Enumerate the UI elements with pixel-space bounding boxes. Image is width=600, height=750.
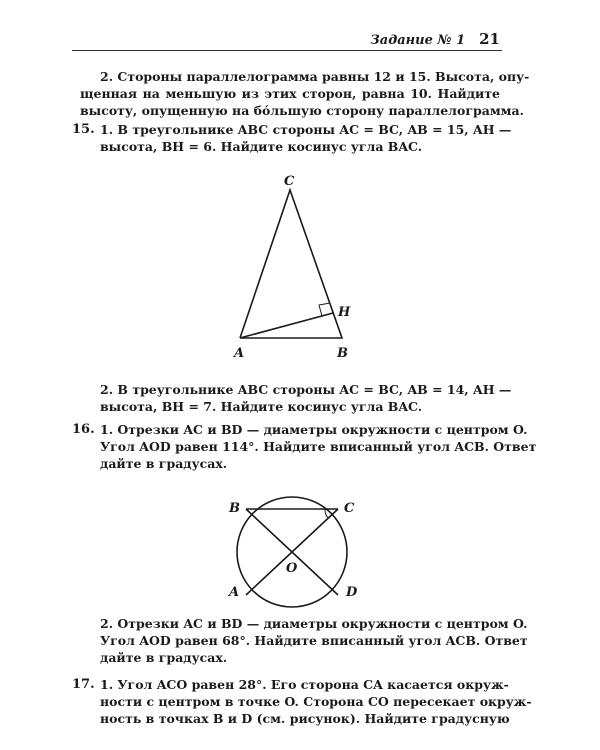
header-rule (72, 50, 502, 51)
problem-14-part-2 (80, 68, 530, 119)
text-line: ность в точках B и D (см. рисунок). Найдите градусную (100, 711, 510, 726)
text-line: дайте в градусах. (100, 456, 228, 471)
text-line: Угол AOD равен 114°. Найдите вписанный угол ACB. Ответ (100, 439, 537, 454)
label-a: A (229, 585, 240, 600)
text-line: высоту, опущенную на бо́льшую сторону параллелограмма. (80, 103, 524, 118)
text-line: 2. В треугольнике ABC стороны AC = BC, AB = 14, AH — (100, 382, 512, 397)
running-head (70, 30, 500, 48)
text-line: 2. Стороны параллелограмма равны 12 и 15. Высота, опу- (100, 69, 530, 84)
problem-number-16: 16. (72, 422, 95, 437)
text-line: 1. Угол ACO равен 28°. Его сторона CA касается окруж- (100, 677, 509, 692)
label-a: A (234, 346, 245, 361)
label-c: C (284, 174, 295, 189)
problem-number-17: 17. (72, 677, 95, 692)
problem-number-15: 15. (72, 122, 95, 137)
text-line: щенная на меньшую из этих сторон, равна 10. Найдите (80, 86, 500, 101)
text-line: высота, BH = 6. Найдите косинус угла BAC. (100, 139, 423, 154)
label-b: B (337, 346, 348, 361)
triangle-abc (240, 190, 342, 338)
label-h: H (338, 305, 351, 320)
problem-17-part-1 (100, 676, 532, 727)
triangle-figure (220, 170, 370, 370)
problem-15-part-1 (100, 121, 512, 155)
label-o: O (286, 561, 298, 576)
page-number: 21 (479, 30, 500, 48)
circle-figure (220, 488, 370, 608)
label-d: D (346, 585, 358, 600)
text-line: высота, BH = 7. Найдите косинус угла BAC. (100, 399, 423, 414)
problem-16-part-1 (100, 421, 537, 472)
label-b: B (229, 501, 240, 516)
problem-16-part-2 (100, 615, 528, 666)
section-title: Задание № 1 (370, 33, 466, 48)
text-line: 1. Отрезки AC и BD — диаметры окружности с центром O. (100, 422, 528, 437)
text-line: 2. Отрезки AC и BD — диаметры окружности с центром O. (100, 616, 528, 631)
label-c: C (344, 501, 355, 516)
text-line: дайте в градусах. (100, 650, 228, 665)
problem-15-part-2 (100, 381, 512, 415)
text-line: 1. В треугольнике ABC стороны AC = BC, AB = 15, AH — (100, 122, 512, 137)
text-line: ности с центром в точке O. Сторона CO пересекает окруж- (100, 694, 532, 709)
text-line: Угол AOD равен 68°. Найдите вписанный угол ACB. Ответ (100, 633, 528, 648)
altitude-ah (240, 313, 333, 338)
